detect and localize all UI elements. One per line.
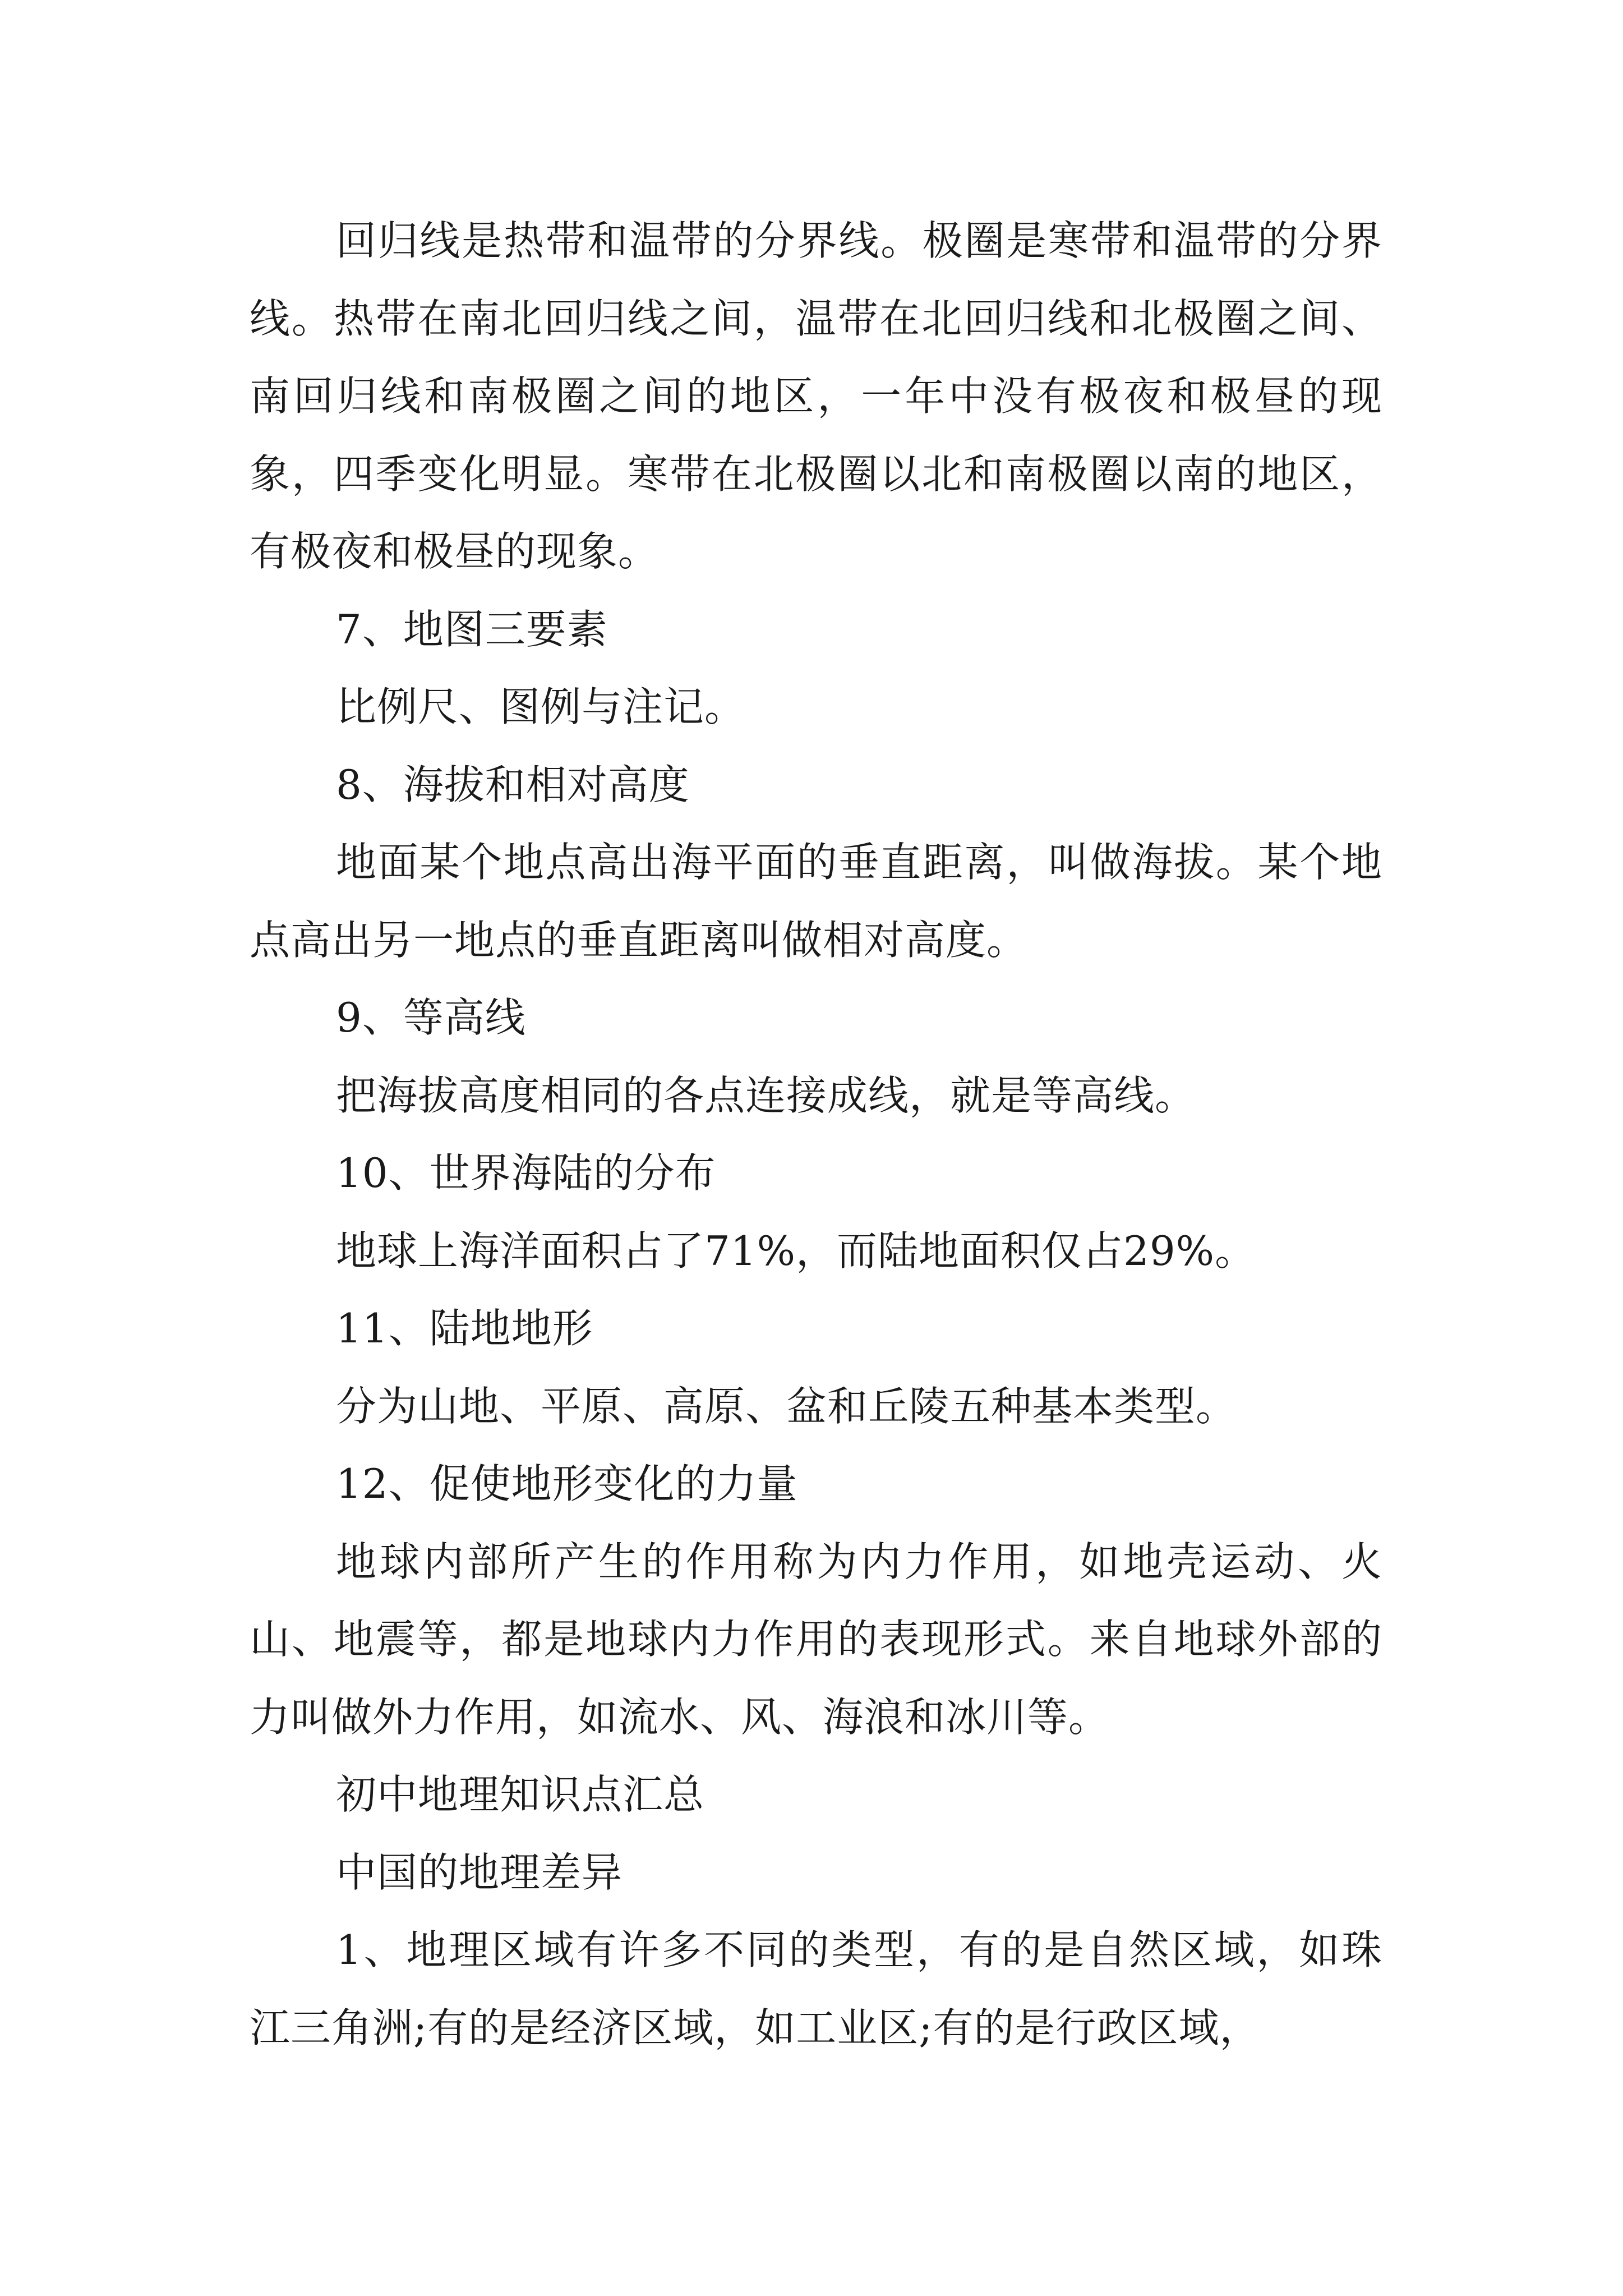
paragraph-land-sea-distribution: 地球上海洋面积占了71%，而陆地面积仅占29%。 xyxy=(336,1227,1256,1274)
heading-summary: 初中地理知识点汇总 xyxy=(336,1771,705,1818)
document-body xyxy=(250,202,1382,2067)
heading-land-sea-distribution: 10、世界海陆的分布 xyxy=(336,1149,716,1197)
heading-china-differences: 中国的地理差异 xyxy=(336,1848,623,1896)
paragraph-region-types: 1、地理区域有许多不同的类型，有的是自然区域，如珠江三角洲;有的是经济区域，如工业区;有的是行政区域， xyxy=(250,1926,1382,2051)
heading-map-elements: 7、地图三要素 xyxy=(336,605,608,653)
heading-landforms: 11、陆地地形 xyxy=(336,1305,593,1352)
paragraph-terrain-forces: 地球内部所产生的作用称为内力作用，如地壳运动、火山、地震等，都是地球内力作用的表现形式。来自地球外部的力叫做外力作用，如流水、风、海浪和冰川等。 xyxy=(250,1538,1382,1741)
heading-contour-lines: 9、等高线 xyxy=(336,994,526,1041)
heading-terrain-forces: 12、促使地形变化的力量 xyxy=(336,1460,798,1507)
paragraph-contour-lines: 把海拔高度相同的各点连接成线，就是等高线。 xyxy=(336,1071,1196,1119)
paragraph-altitude: 地面某个地点高出海平面的垂直距离，叫做海拔。某个地点高出另一地点的垂直距离叫做相对高度。 xyxy=(250,839,1382,964)
paragraph-landforms: 分为山地、平原、高原、盆和丘陵五种基本类型。 xyxy=(336,1382,1237,1430)
heading-altitude: 8、海拔和相对高度 xyxy=(336,761,690,808)
paragraph-climate-zones: 回归线是热带和温带的分界线。极圈是寒带和温带的分界线。热带在南北回归线之间，温带在北回归线和北极圈之间、南回归线和南极圈之间的地区，一年中没有极夜和极昼的现象，四季变化明显。寒带在北极圈以北和南极圈以南的地区，有极夜和极昼的现象。 xyxy=(250,217,1382,575)
paragraph-map-elements: 比例尺、图例与注记。 xyxy=(336,683,746,730)
